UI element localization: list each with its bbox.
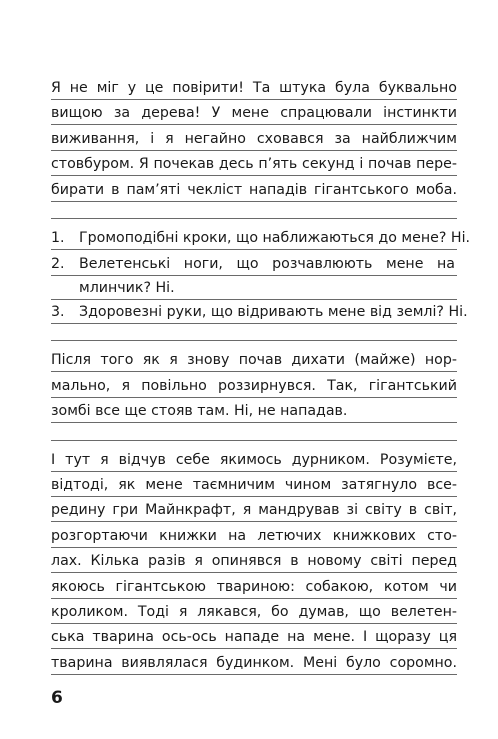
- checklist-item-2: [51, 255, 457, 276]
- paragraph2-line-3: зомбі все ще стояв там. Ні, не нападав.: [51, 402, 457, 423]
- paragraph2-line-2: мально, я повільно роззирнувся. Так, гігантський: [51, 377, 457, 398]
- checklist-item-2-text: Велетенські ноги, що розчавлюють мене на: [79, 256, 455, 272]
- paragraph3-line-8: ська тварина ось-ось нападе на мене. І щоразу ця: [51, 628, 457, 649]
- checklist-item-2-number: 2.: [51, 256, 65, 272]
- paragraph1-line-3: виживання, і я негайно сховався за найближчим: [51, 130, 457, 151]
- empty-ruled-line: [51, 340, 457, 341]
- empty-ruled-line: [51, 218, 457, 219]
- checklist-item-1-text: Громоподібні кроки, що наближаються до мене? Ні.: [79, 230, 471, 246]
- paragraph3-line-9: тварина виявлялася будинком. Мені було соромно.: [51, 654, 457, 675]
- paragraph3-line-1: І тут я відчув себе якимось дурником. Розумієте,: [51, 451, 457, 472]
- paragraph1-line-2: вищою за дерева! У мене спрацювали інстинкти: [51, 104, 457, 125]
- checklist-item-2b-text: млинчик? Ні.: [79, 280, 175, 296]
- checklist-item-3: [51, 303, 468, 324]
- empty-ruled-line: [51, 440, 457, 441]
- paragraph1-line-5: бирати в пам’яті чекліст нападів гігантського моба.: [51, 181, 457, 202]
- checklist-item-2-continuation: [51, 279, 457, 300]
- paragraph1-line-4: стовбуром. Я почекав десь п’ять секунд і почав пере-: [51, 155, 457, 176]
- checklist-item-1: [51, 229, 471, 250]
- paragraph3-line-4: розгортаючи книжки на летючих книжкових сто-: [51, 527, 457, 548]
- paragraph3-line-3: редину гри Майнкрафт, я мандрував зі світу в світ,: [51, 501, 457, 522]
- checklist-item-3-number: 3.: [51, 304, 65, 320]
- paragraph2-line-1: Після того як я знову почав дихати (майже) нор-: [51, 351, 457, 372]
- paragraph1-line-1: Я не міг у це повірити! Та штука була буквально: [51, 79, 457, 100]
- checklist-item-3-text: Здоровезні руки, що відривають мене від землі? Ні.: [79, 304, 468, 320]
- page-number: 6: [51, 688, 63, 708]
- paragraph3-line-6: якоюсь гігантською твариною: собакою, котом чи: [51, 578, 457, 599]
- paragraph3-line-2: відтоді, як мене таємничим чином затягнуло все-: [51, 476, 457, 497]
- paragraph3-line-5: лах. Кілька разів я опинявся в новому світі перед: [51, 552, 457, 573]
- checklist-item-1-number: 1.: [51, 230, 65, 246]
- paragraph3-line-7: кроликом. Тоді я лякався, бо думав, що велетен-: [51, 603, 457, 624]
